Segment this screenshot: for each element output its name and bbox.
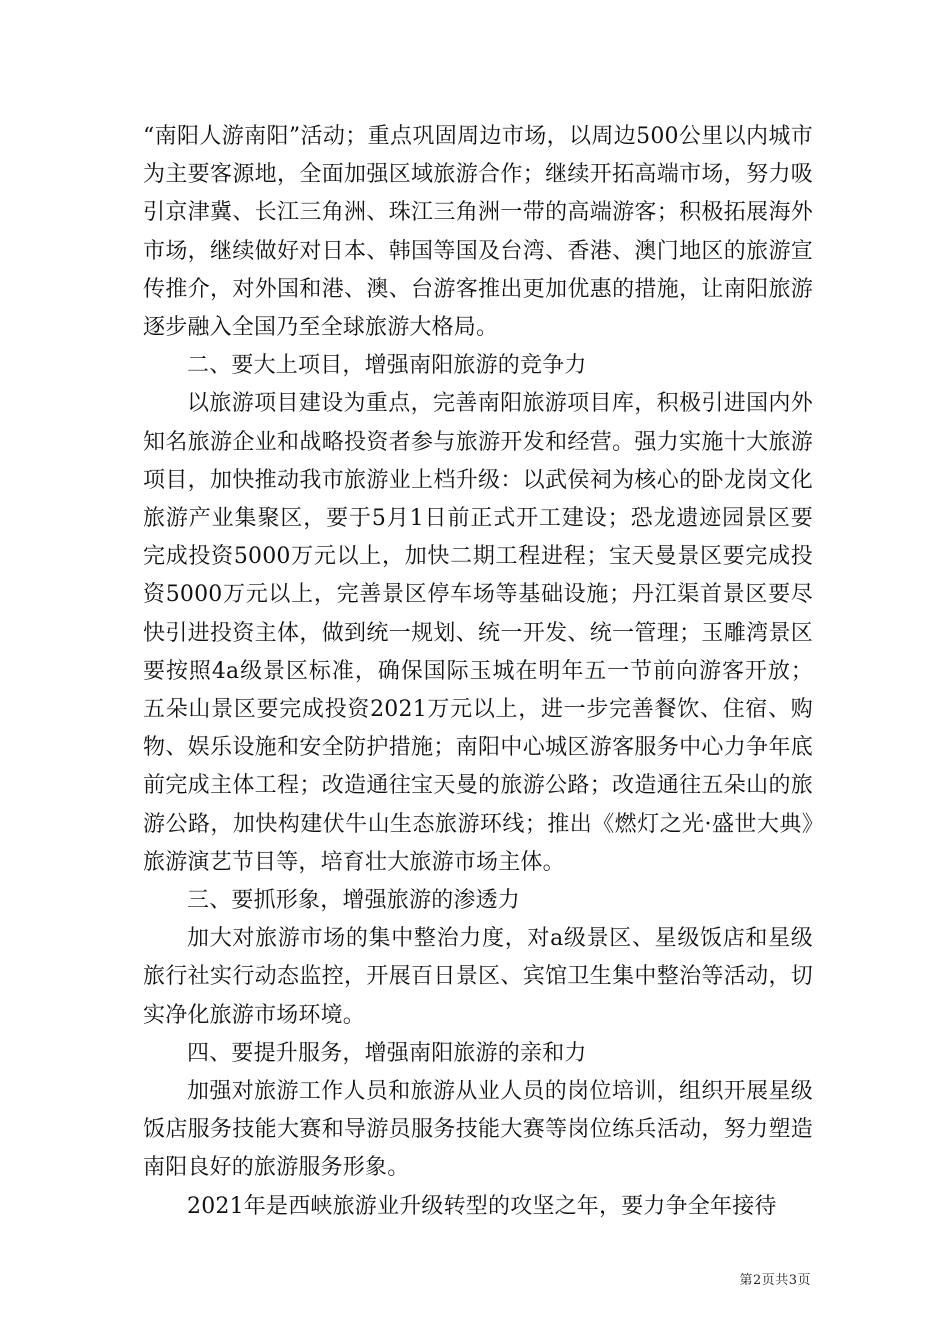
paragraph-projects: 以旅游项目建设为重点，完善南阳旅游项目库，积极引进国内外知名旅游企业和战略投资者参与旅游开发和经营。强力实施十大旅游项目，加快推动我市旅游业上档升级：以武侯祠为核心的卧龙岗文化旅游产业集聚区，要于5月1日前正式开工建设；恐龙遗迹园景区要完成投资5000万元以上，加快二期工程进程；宝天曼景区要完成投资5000万元以上，完善景区停车场等基础设施；丹江渠首景区要尽快引进投资主体，做到统一规划、统一开发、统一管理；玉雕湾景区要按照4a级景区标准，确保国际玉城在明年五一节前向游客开放；五朵山景区要完成投资2021万元以上，进一步完善餐饮、住宿、购物、娱乐设施和安全防护措施；南阳中心城区游客服务中心力争年底前完成主体工程；改造通往宝天曼的旅游公路；改造通往五朵山的旅游公路，加快构建伏牛山生态旅游环线；推出《燃灯之光·盛世大典》旅游演艺节目等，培育壮大旅游市场主体。 (143, 391, 813, 875)
paragraph-image: 加大对旅游市场的集中整治力度，对a级景区、星级饭店和星级旅行社实行动态监控，开展百日景区、宾馆卫生集中整治等活动，切实净化旅游市场环境。 (143, 926, 813, 1028)
paragraph-continuation: “南阳人游南阳”活动；重点巩固周边市场，以周边500公里以内城市为主要客源地，全面加强区域旅游合作；继续开拓高端市场，努力吸引京津冀、长江三角洲、珠江三角洲一带的高端游客；积极拓展海外市场，继续做好对日本、韩国等国及台湾、香港、澳门地区的旅游宣传推介，对外国和港、澳、台游客推出更加优惠的措施，让南阳旅游逐步融入全国乃至全球旅游大格局。 (143, 124, 813, 341)
document-body (143, 118, 813, 1226)
paragraph-service: 加强对旅游工作人员和旅游从业人员的岗位培训，组织开展星级饭店服务技能大赛和导游员服务技能大赛等岗位练兵活动，努力塑造南阳良好的旅游服务形象。 (143, 1079, 813, 1181)
section-heading-2: 二、要大上项目，增强南阳旅游的竞争力 (187, 353, 587, 379)
section-heading-3: 三、要抓形象，增强旅游的渗透力 (187, 888, 521, 914)
section-heading-4: 四、要提升服务，增强南阳旅游的亲和力 (187, 1040, 587, 1066)
page-number: 第2页共3页 (739, 1273, 811, 1288)
paragraph-2021: 2021年是西峡旅游业升级转型的攻坚之年，要力争全年接待 (187, 1193, 777, 1219)
